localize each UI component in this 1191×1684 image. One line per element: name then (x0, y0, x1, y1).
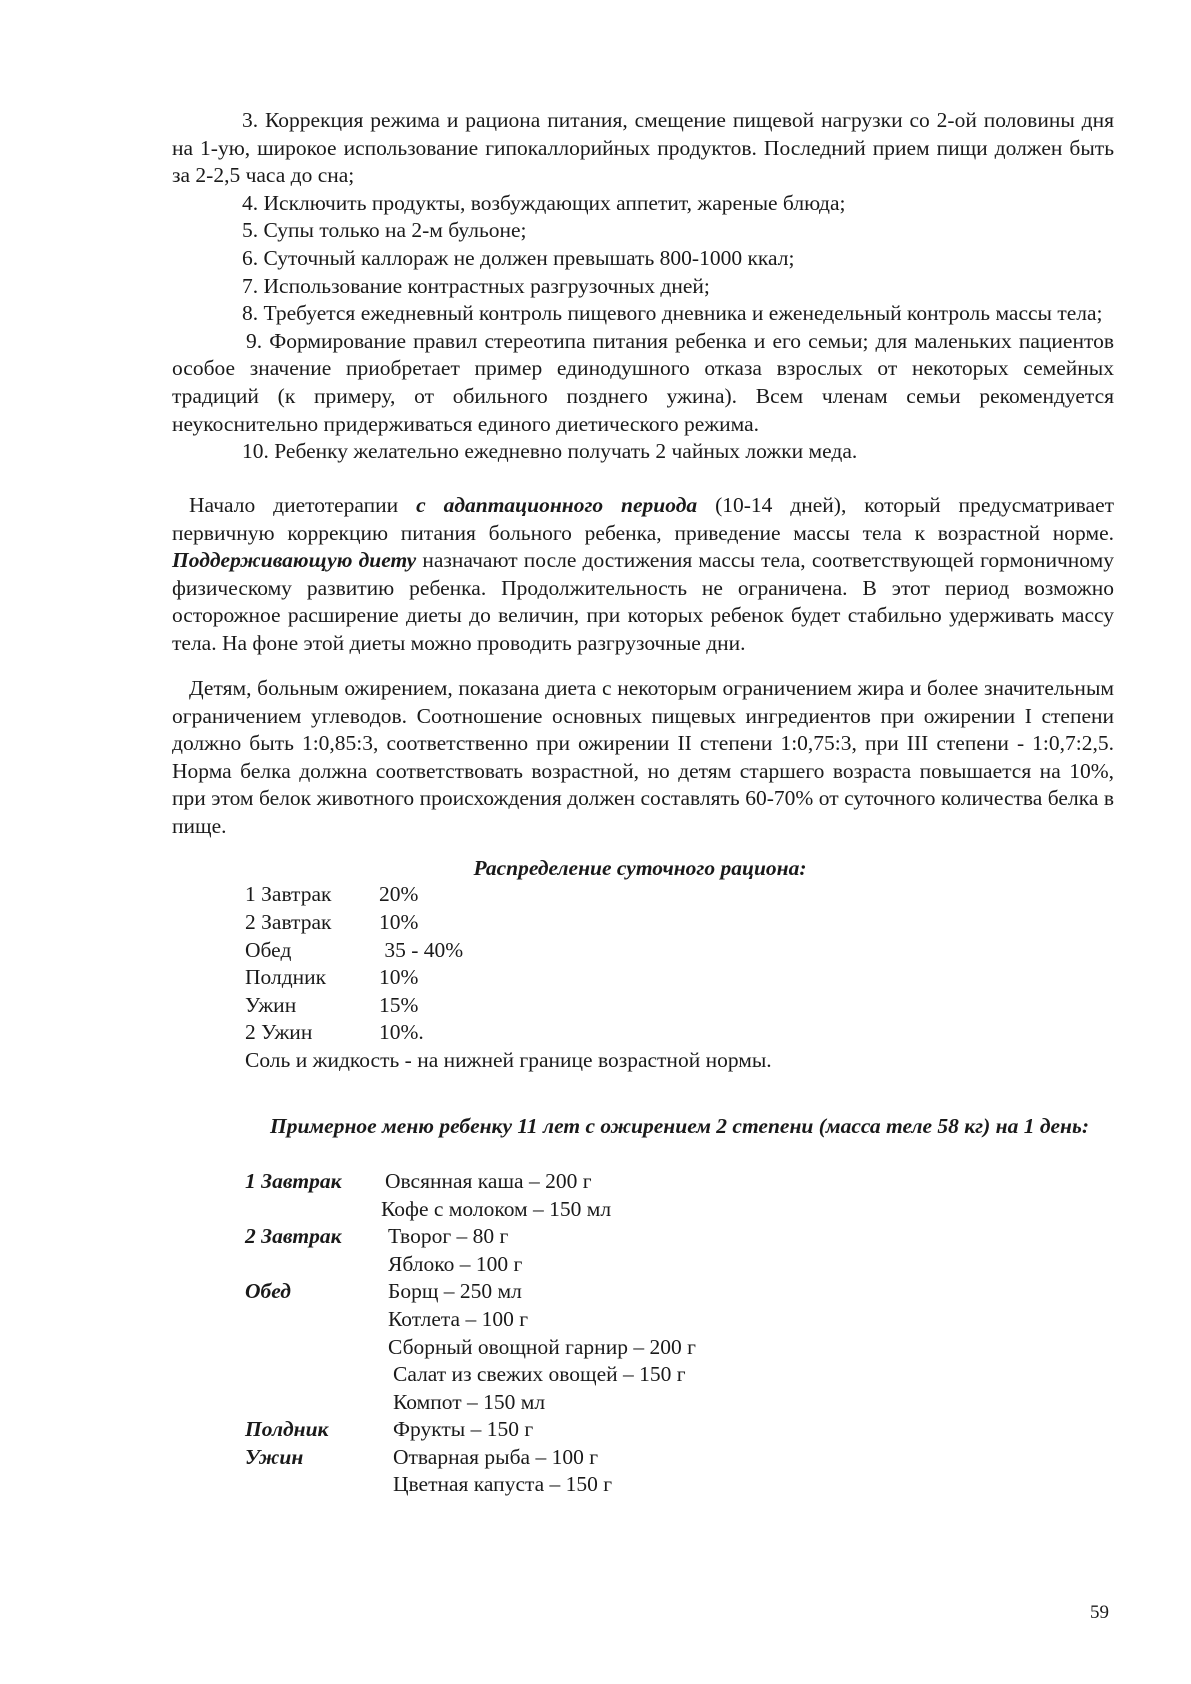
menu-item: Компот – 150 мл (393, 1390, 546, 1414)
list-item: 5. Супы только на 2-м бульоне; (242, 218, 527, 243)
page-number: 59 (1090, 1602, 1109, 1623)
menu-item: Отварная рыба – 100 г (393, 1445, 599, 1469)
menu-meal-label: 1 Завтрак (245, 1169, 342, 1193)
menu-item: Борщ – 250 мл (388, 1279, 522, 1303)
distribution-row: 2 Ужин 10%. (245, 1020, 424, 1044)
menu-meal-label: 2 Завтрак (245, 1224, 342, 1248)
list-item: 9. Формирование правил стереотипа питания ребенка и его семьи; для маленьких пациентов особое значение приобретает пример единодушного отказа взрослых от некоторых семейных традиций (к примеру, от обильного позднего ужина). Всем членам семьи рекомендуется неукоснительно придерживаться единого диетического режима. (172, 328, 1114, 436)
distribution-title: Распределение суточного рациона: (473, 856, 807, 880)
menu-item: Овсянная каша – 200 г (385, 1169, 592, 1193)
menu-title: Примерное меню ребенку 11 лет с ожирением 2 степени (масса теле 58 кг) на 1 день: (270, 1114, 1089, 1138)
list-item: 4. Исключить продукты, возбуждающих аппетит, жареные блюда; (242, 190, 846, 215)
obesity-diet-paragraph (172, 675, 1114, 841)
menu-item: Котлета – 100 г (388, 1307, 529, 1331)
distribution-row: Обед 35 - 40% (245, 938, 464, 962)
menu-meal-label: Обед (245, 1279, 291, 1303)
menu-item: Сборный овощной гарнир – 200 г (388, 1335, 696, 1359)
menu-meal-label: Ужин (245, 1445, 304, 1469)
menu-item: Кофе с молоком – 150 мл (381, 1197, 612, 1221)
list-item: 3. Коррекция режима и рациона питания, смещение пищевой нагрузки со 2-ой половины дня на 1-ую, широкое использование гипокаллорийных продуктов. Последний прием пищи должен быть за 2-2,5 часа до сна; (172, 108, 1114, 188)
menu-item: Творог – 80 г (388, 1224, 509, 1248)
paragraph: Детям, больным ожирением, показана диета с некоторым ограничением жира и более значительным ограничением углеводов. Соотношение основных пищевых ингредиентов при ожирении I степени должно быть 1:0,85:3, соответственно при ожирении II степени 1:0,75:3, при III степени - 1:0,7:2,5. Норма белка должна соответствовать возрастной, но детям старшего возраста повышается на 10%, при этом белок животного происхождения должен составлять 60-70% от суточного количества белка в пище. (172, 676, 1114, 838)
menu-meal-label: Полдник (245, 1417, 329, 1441)
list-item: 10. Ребенку желательно ежедневно получать 2 чайных ложки меда. (242, 439, 858, 464)
list-item: 6. Суточный каллораж не должен превышать 800-1000 ккал; (242, 245, 795, 270)
distribution-row: Ужин 15% (245, 993, 419, 1017)
numbered-list (172, 107, 1114, 466)
distribution-row: Полдник 10% (245, 965, 419, 989)
list-item: 8. Требуется ежедневный контроль пищевого дневника и еженедельный контроль массы тела; (242, 301, 1103, 326)
distribution-row: 1 Завтрак 20% (245, 882, 419, 906)
distribution-note: Соль и жидкость - на нижней границе возрастной нормы. (245, 1048, 772, 1072)
list-item: 7. Использование контрастных разгрузочных дней; (242, 273, 710, 298)
menu-item: Салат из свежих овощей – 150 г (393, 1362, 686, 1386)
distribution-row: 2 Завтрак 10% (245, 910, 419, 934)
menu-item: Цветная капуста – 150 г (393, 1472, 613, 1496)
menu-item: Яблоко – 100 г (388, 1252, 523, 1276)
diet-therapy-paragraph (172, 492, 1114, 658)
paragraph: Начало диетотерапии с адаптационного периода (10-14 дней), который предусматривает первичную коррекцию питания больного ребенка, приведение массы тела к возрастной норме. Поддерживающую диету назначают после достижения массы тела, соответствующей гормоничному физическому развитию ребенка. Продолжительность не ограничена. В этот период возможно осторожное расширение диеты до величин, при которых ребенок будет стабильно удерживать массу тела. На фоне этой диеты можно проводить разгрузочные дни. (172, 493, 1115, 655)
menu-item: Фрукты – 150 г (393, 1417, 534, 1441)
